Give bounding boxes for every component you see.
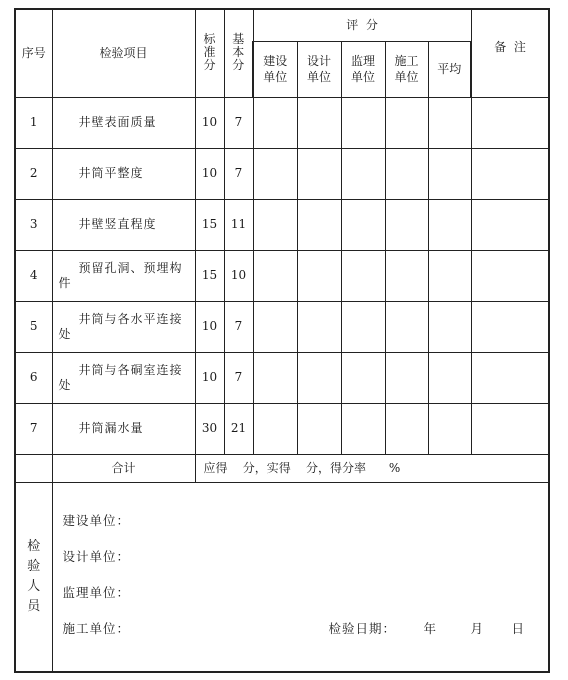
header-item: 检验项目 — [52, 9, 195, 97]
score-cell[interactable] — [428, 199, 471, 250]
row-no: 7 — [15, 403, 52, 454]
header-standard: 标准分 — [203, 32, 216, 73]
score-cell[interactable] — [428, 352, 471, 403]
inspection-date-year: 年 — [423, 620, 438, 636]
score-cell[interactable] — [341, 250, 385, 301]
header-remarks: 备 注 — [494, 40, 526, 54]
score-cell[interactable] — [385, 250, 428, 301]
inspectors-label-cell — [15, 482, 52, 672]
inspection-date-label: 检验日期： — [328, 620, 397, 636]
inspector-design: 设计单位： — [62, 548, 131, 564]
inspection-form — [14, 8, 548, 668]
table-row — [15, 97, 549, 148]
total-row — [15, 454, 549, 482]
inspector-construction: 建设单位： — [62, 512, 131, 528]
row-standard: 10 — [195, 301, 224, 352]
score-cell[interactable] — [253, 403, 297, 454]
row-item-text: 井筒漏水量 — [78, 421, 144, 435]
score-cell[interactable] — [297, 301, 341, 352]
row-standard: 30 — [195, 403, 224, 454]
remarks-cell[interactable] — [471, 148, 549, 199]
row-standard: 10 — [195, 352, 224, 403]
score-cell[interactable] — [385, 97, 428, 148]
header-standard-cell — [195, 9, 224, 97]
row-item — [52, 97, 195, 148]
score-cell[interactable] — [297, 97, 341, 148]
remarks-cell[interactable] — [471, 403, 549, 454]
row-basic: 21 — [224, 403, 253, 454]
header-score-group — [253, 9, 471, 41]
row-basic: 10 — [224, 250, 253, 301]
remarks-cell[interactable] — [471, 199, 549, 250]
row-item — [52, 250, 195, 301]
table-row — [15, 301, 549, 352]
table-row — [15, 403, 549, 454]
table-row — [15, 148, 549, 199]
inspection-date-month: 月 — [470, 620, 485, 636]
row-basic: 7 — [224, 148, 253, 199]
inspector-contractor: 施工单位： — [62, 620, 131, 636]
header-col-construction-cell — [253, 41, 297, 97]
inspection-date-day: 日 — [511, 620, 526, 636]
score-cell[interactable] — [428, 97, 471, 148]
remarks-cell[interactable] — [471, 301, 549, 352]
row-item — [52, 148, 195, 199]
score-cell[interactable] — [428, 403, 471, 454]
inspectors-label: 检验人员 — [27, 538, 41, 614]
score-cell[interactable] — [297, 250, 341, 301]
row-item-text: 井壁竖直程度 — [78, 217, 157, 231]
inspectors-cell — [52, 482, 549, 672]
row-no: 4 — [15, 250, 52, 301]
inspector-supervision: 监理单位： — [62, 584, 131, 600]
row-standard: 15 — [195, 199, 224, 250]
remarks-cell[interactable] — [471, 352, 549, 403]
table-row — [15, 352, 549, 403]
row-no: 1 — [15, 97, 52, 148]
row-basic: 7 — [224, 352, 253, 403]
header-seq: 序号 — [15, 9, 52, 97]
row-no: 6 — [15, 352, 52, 403]
score-cell[interactable] — [253, 352, 297, 403]
score-cell[interactable] — [341, 97, 385, 148]
score-cell[interactable] — [253, 199, 297, 250]
inspection-table — [14, 8, 550, 673]
score-cell[interactable] — [253, 148, 297, 199]
table-row — [15, 199, 549, 250]
score-cell[interactable] — [341, 199, 385, 250]
score-cell[interactable] — [341, 403, 385, 454]
row-standard: 10 — [195, 148, 224, 199]
score-cell[interactable] — [253, 250, 297, 301]
score-cell[interactable] — [428, 301, 471, 352]
score-cell[interactable] — [428, 148, 471, 199]
header-col-design: 设计单位 — [306, 54, 331, 84]
header-col-contractor-cell — [385, 41, 428, 97]
score-cell[interactable] — [341, 352, 385, 403]
score-cell[interactable] — [253, 301, 297, 352]
header-score-group-label: 评 分 — [346, 17, 378, 32]
header-basic-cell — [224, 9, 253, 97]
score-cell[interactable] — [385, 148, 428, 199]
score-cell[interactable] — [385, 352, 428, 403]
inspectors-row — [15, 482, 549, 672]
score-cell[interactable] — [341, 301, 385, 352]
header-remarks-cell — [471, 9, 549, 97]
row-basic: 7 — [224, 97, 253, 148]
row-standard: 15 — [195, 250, 224, 301]
row-item-text: 井筒与各硐室连接处 — [58, 362, 183, 392]
score-cell[interactable] — [428, 250, 471, 301]
score-cell[interactable] — [297, 403, 341, 454]
row-no: 3 — [15, 199, 52, 250]
remarks-cell[interactable] — [471, 250, 549, 301]
total-summary: 应得 分，实得 分，得分率 % — [195, 454, 549, 482]
row-no: 5 — [15, 301, 52, 352]
score-cell[interactable] — [385, 199, 428, 250]
header-col-supervision: 监理单位 — [350, 54, 375, 84]
row-item — [52, 352, 195, 403]
table-row — [15, 250, 549, 301]
header-col-construction: 建设单位 — [263, 54, 288, 84]
row-item-text: 井壁表面质量 — [78, 115, 157, 129]
header-col-supervision-cell — [341, 41, 385, 97]
row-item-text: 井筒平整度 — [78, 166, 144, 180]
total-seq-cell — [15, 454, 52, 482]
row-item-text: 井筒与各水平连接处 — [58, 311, 183, 341]
score-cell[interactable] — [385, 301, 428, 352]
score-cell[interactable] — [297, 199, 341, 250]
score-cell[interactable] — [297, 148, 341, 199]
score-cell[interactable] — [253, 97, 297, 148]
header-basic: 基本分 — [232, 32, 245, 73]
inspectors-block — [53, 483, 549, 671]
score-cell[interactable] — [297, 352, 341, 403]
row-item — [52, 199, 195, 250]
row-standard: 10 — [195, 97, 224, 148]
row-item — [52, 403, 195, 454]
header-col-average: 平均 — [428, 41, 471, 97]
row-item — [52, 301, 195, 352]
row-no: 2 — [15, 148, 52, 199]
header-col-contractor: 施工单位 — [394, 54, 419, 84]
score-cell[interactable] — [341, 148, 385, 199]
row-basic: 7 — [224, 301, 253, 352]
total-label: 合计 — [52, 454, 195, 482]
remarks-cell[interactable] — [471, 97, 549, 148]
row-basic: 11 — [224, 199, 253, 250]
header-col-design-cell — [297, 41, 341, 97]
row-item-text: 预留孔洞、预埋构件 — [58, 260, 183, 290]
score-cell[interactable] — [385, 403, 428, 454]
